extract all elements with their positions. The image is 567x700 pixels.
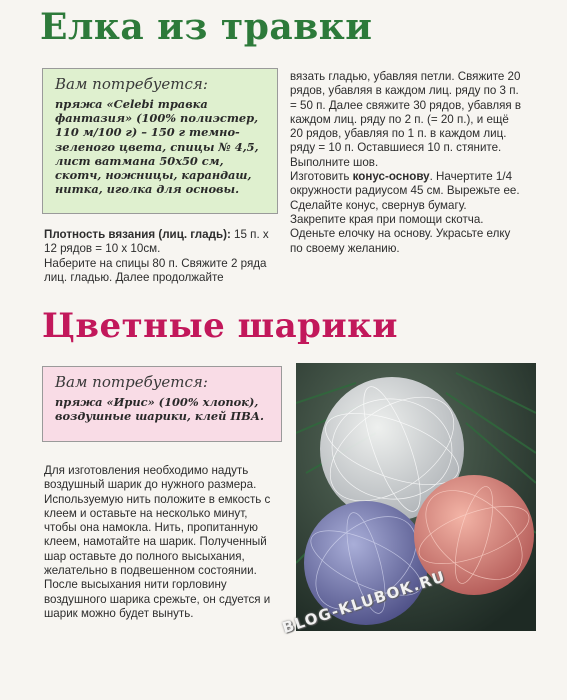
watermark: BLOG-KLUBOK.RU — [280, 567, 449, 638]
materials-list-2: пряжа «Ирис» (100% хлопок), воздушные шарики, клей ПВА. — [55, 395, 265, 424]
cone-bold: конус-основу — [352, 170, 430, 184]
cone-prefix: Изготовить — [290, 170, 353, 184]
section2-title: Цветные шарики — [42, 306, 398, 346]
density-label: Плотность вязания (лиц. гладь): — [44, 228, 231, 241]
section1-title: Елка из травки — [40, 6, 373, 48]
tree-instructions-right — [290, 70, 522, 256]
balls-instructions-text: Для изготовления необходимо надуть воздушный шарик до нужного размера. Используемую нить положите в емкость с клеем и оставьте на несколько минут, чтобы она намокла. Нить, пропитанную клеем, намотайте на шарик. Полученный шар оставьте до полного высыхания, желательно в подвешенном состоянии. После высыхания нити горловину воздушного шарика срежьте, он сдуется и шарик можно будет вынуть. — [44, 464, 271, 620]
instructions-right-text: вязать гладью, убавляя петли. Свяжите 20 рядов, убавляя в каждом лиц. ряду по 3 п. = 50 п. Далее свяжите 30 рядов, убавляя в каждом лиц. ряду по 2 п. (= 20 п.), и ещё 20 рядов, убавляя по 1 п. в каждом лиц. ряду = 10 п. Оставшиеся 10 п. стяните. Выполните шов. — [290, 70, 522, 169]
materials-heading-2: Вам потребуется: — [55, 373, 208, 391]
cone-paragraph — [290, 170, 522, 227]
density-paragraph — [44, 228, 282, 257]
materials-box-balls — [42, 366, 282, 442]
materials-list: пряжа «Celebi травка фантазия» (100% полиэстер, 110 м/100 г) – 150 г темно-зеленого цвета, спицы № 4,5, лист ватмана 50х50 см, скотч, ножницы, карандаш, нитка, иголка для основы. — [55, 97, 259, 197]
finish-paragraph: Оденьте елочку на основу. Украсьте елку по своему желанию. — [290, 227, 511, 255]
tree-instructions-left — [44, 228, 282, 285]
instructions-left-text: Наберите на спицы 80 п. Свяжите 2 ряда лиц. гладью. Далее продолжайте — [44, 256, 267, 284]
materials-heading: Вам потребуется: — [55, 75, 208, 93]
materials-box-tree — [42, 68, 278, 214]
balls-instructions — [44, 464, 280, 621]
cone-text: . Начертите 1/4 окружности радиусом 45 см. Вырежьте ее. Сделайте конус, свернув бумагу. Закрепите края при помощи скотча. — [290, 170, 520, 226]
density-text: 15 п. х 12 рядов = 10 х 10см. — [44, 228, 269, 256]
